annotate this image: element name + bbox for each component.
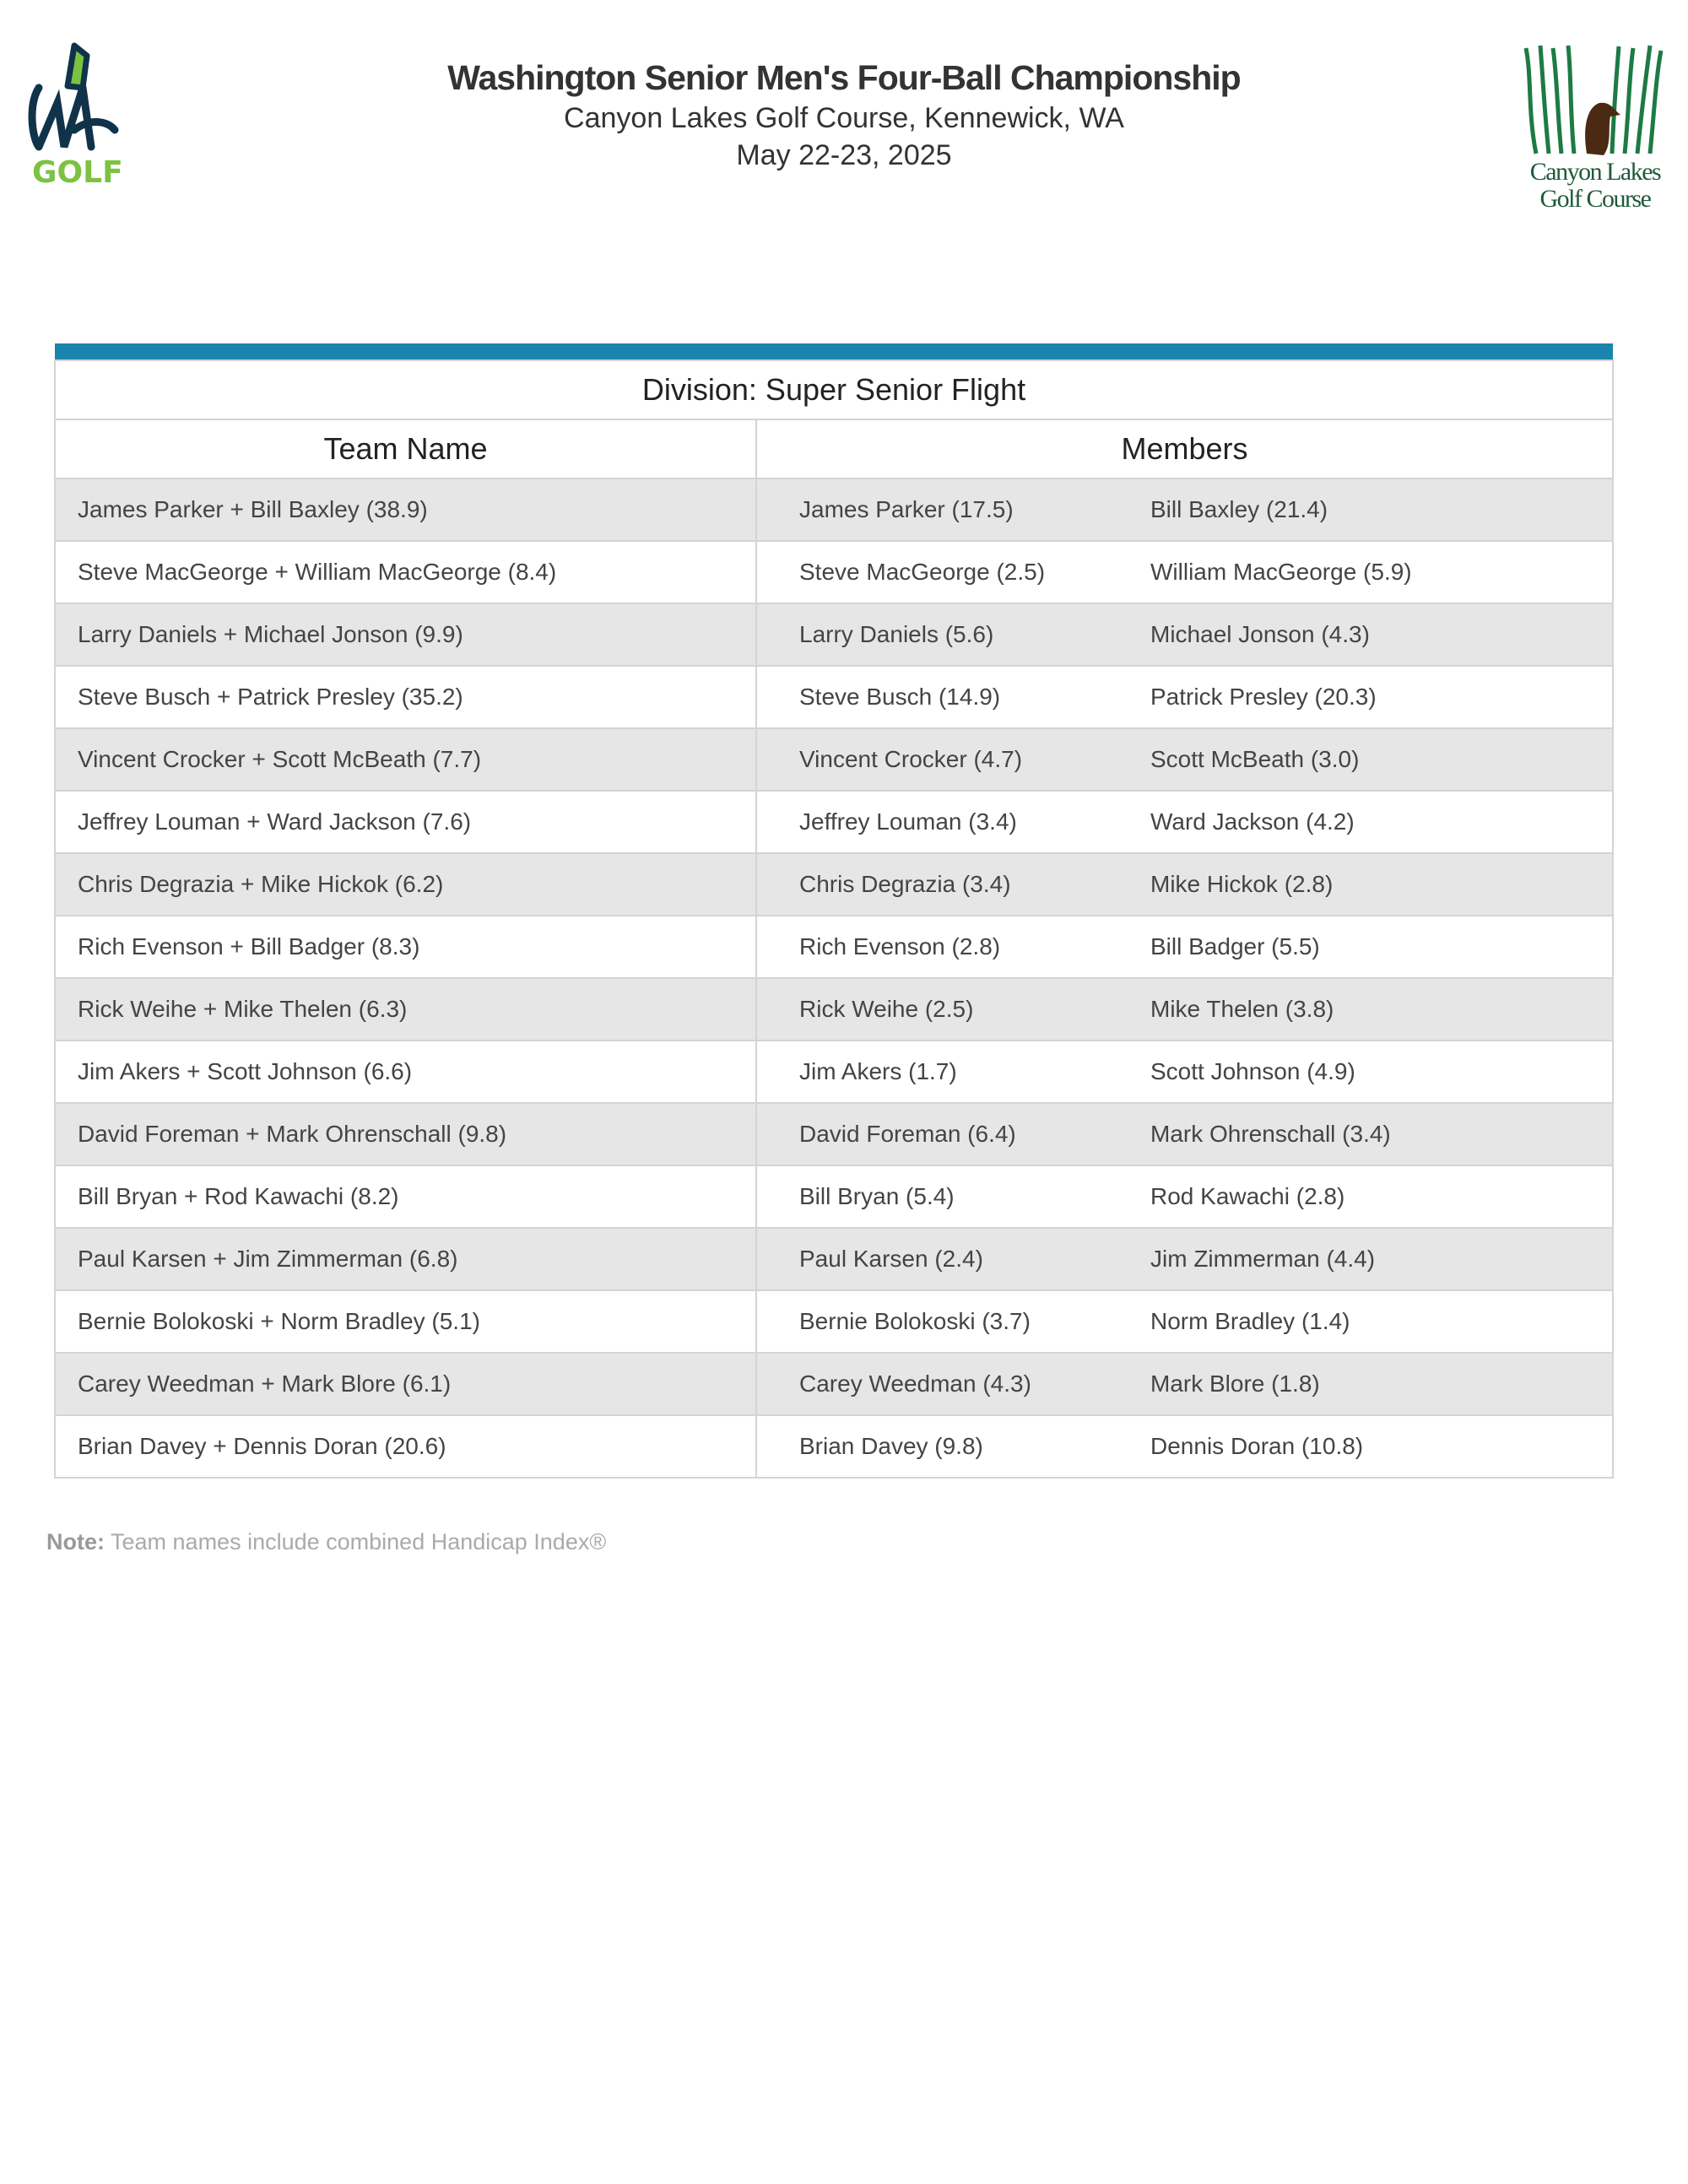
members-cell [756, 1165, 1613, 1228]
member-2: Mark Ohrenschall (3.4) [1150, 1121, 1391, 1147]
member-1: James Parker (17.5) [799, 496, 1014, 522]
team-name-cell: Paul Karsen + Jim Zimmerman (6.8) [55, 1228, 756, 1290]
member-2: Michael Jonson (4.3) [1150, 621, 1370, 647]
footnote [46, 1529, 606, 1555]
member-2: Ward Jackson (4.2) [1150, 808, 1355, 835]
footnote-label: Note: [46, 1529, 105, 1554]
team-name-cell: David Foreman + Mark Ohrenschall (9.8) [55, 1103, 756, 1165]
members-cell [756, 541, 1613, 603]
member-1: Chris Degrazia (3.4) [799, 871, 1011, 897]
member-1: Bernie Bolokoski (3.7) [799, 1308, 1031, 1334]
table-row [55, 1290, 1613, 1353]
members-cell [756, 1353, 1613, 1415]
column-header-team-name: Team Name [55, 419, 756, 478]
members-cell [756, 1041, 1613, 1103]
team-name-cell: Bill Bryan + Rod Kawachi (8.2) [55, 1165, 756, 1228]
team-name-cell: Steve MacGeorge + William MacGeorge (8.4) [55, 541, 756, 603]
members-cell [756, 978, 1613, 1041]
table-row [55, 1228, 1613, 1290]
table-row [55, 978, 1613, 1041]
table-row [55, 1041, 1613, 1103]
table-row [55, 1165, 1613, 1228]
canyon-lakes-logo [1519, 44, 1671, 221]
members-cell [756, 728, 1613, 791]
member-1: Larry Daniels (5.6) [799, 621, 994, 647]
table-row [55, 853, 1613, 916]
table-row [55, 728, 1613, 791]
members-cell [756, 1103, 1613, 1165]
footnote-text: Team names include combined Handicap Index® [105, 1529, 607, 1554]
member-1: Jim Akers (1.7) [799, 1058, 957, 1084]
member-2: Patrick Presley (20.3) [1150, 684, 1377, 710]
member-2: Jim Zimmerman (4.4) [1150, 1246, 1376, 1272]
team-name-cell: Steve Busch + Patrick Presley (35.2) [55, 666, 756, 728]
table-accent-bar [55, 343, 1613, 360]
team-name-cell: Larry Daniels + Michael Jonson (9.9) [55, 603, 756, 666]
members-cell [756, 1415, 1613, 1478]
table-row [55, 1103, 1613, 1165]
member-1: David Foreman (6.4) [799, 1121, 1016, 1147]
column-header-members: Members [756, 419, 1613, 478]
team-name-cell: Carey Weedman + Mark Blore (6.1) [55, 1353, 756, 1415]
table-row [55, 1353, 1613, 1415]
canyon-lakes-line1: Canyon Lakes [1529, 158, 1661, 186]
members-cell [756, 603, 1613, 666]
member-2: Bill Baxley (21.4) [1150, 496, 1328, 522]
team-name-cell: Brian Davey + Dennis Doran (20.6) [55, 1415, 756, 1478]
team-name-cell: Jeffrey Louman + Ward Jackson (7.6) [55, 791, 756, 853]
table-row [55, 666, 1613, 728]
member-1: Paul Karsen (2.4) [799, 1246, 983, 1272]
member-1: Brian Davey (9.8) [799, 1433, 983, 1459]
member-2: Scott McBeath (3.0) [1150, 746, 1360, 772]
members-cell [756, 791, 1613, 853]
table-row [55, 791, 1613, 853]
member-1: Carey Weedman (4.3) [799, 1370, 1031, 1397]
member-2: Bill Badger (5.5) [1150, 933, 1320, 960]
member-2: Dennis Doran (10.8) [1150, 1433, 1364, 1459]
team-name-cell: James Parker + Bill Baxley (38.9) [55, 478, 756, 541]
teams-table [54, 343, 1614, 1479]
table-row [55, 541, 1613, 603]
member-2: Mike Thelen (3.8) [1150, 996, 1334, 1022]
canyon-lakes-line2: Golf Course [1539, 185, 1651, 213]
team-name-cell: Vincent Crocker + Scott McBeath (7.7) [55, 728, 756, 791]
team-name-cell: Chris Degrazia + Mike Hickok (6.2) [55, 853, 756, 916]
page-header [0, 56, 1688, 174]
member-1: Bill Bryan (5.4) [799, 1183, 955, 1209]
member-2: Rod Kawachi (2.8) [1150, 1183, 1345, 1209]
table-row [55, 478, 1613, 541]
members-cell [756, 853, 1613, 916]
members-cell [756, 666, 1613, 728]
member-1: Vincent Crocker (4.7) [799, 746, 1023, 772]
table-row [55, 603, 1613, 666]
members-cell [756, 916, 1613, 978]
member-2: Mike Hickok (2.8) [1150, 871, 1334, 897]
members-cell [756, 1290, 1613, 1353]
venue: Canyon Lakes Golf Course, Kennewick, WA [564, 102, 1124, 134]
team-name-cell: Rich Evenson + Bill Badger (8.3) [55, 916, 756, 978]
team-name-cell: Jim Akers + Scott Johnson (6.6) [55, 1041, 756, 1103]
team-name-cell: Rick Weihe + Mike Thelen (6.3) [55, 978, 756, 1041]
page-title: Washington Senior Men's Four-Ball Championship [447, 58, 1241, 97]
member-2: Norm Bradley (1.4) [1150, 1308, 1350, 1334]
member-1: Rick Weihe (2.5) [799, 996, 974, 1022]
wa-golf-logo-text: GOLF [32, 155, 123, 189]
division-title: Division: Super Senior Flight [55, 360, 1613, 419]
members-cell [756, 1228, 1613, 1290]
member-1: Rich Evenson (2.8) [799, 933, 1001, 960]
table-row [55, 916, 1613, 978]
table-row [55, 1415, 1613, 1478]
event-dates: May 22-23, 2025 [736, 139, 952, 171]
member-1: Steve Busch (14.9) [799, 684, 1001, 710]
member-1: Jeffrey Louman (3.4) [799, 808, 1017, 835]
members-cell [756, 478, 1613, 541]
member-2: Mark Blore (1.8) [1150, 1370, 1320, 1397]
member-1: Steve MacGeorge (2.5) [799, 559, 1046, 585]
member-2: William MacGeorge (5.9) [1150, 559, 1412, 585]
member-2: Scott Johnson (4.9) [1150, 1058, 1355, 1084]
team-name-cell: Bernie Bolokoski + Norm Bradley (5.1) [55, 1290, 756, 1353]
grass-duck-icon [1519, 44, 1671, 158]
